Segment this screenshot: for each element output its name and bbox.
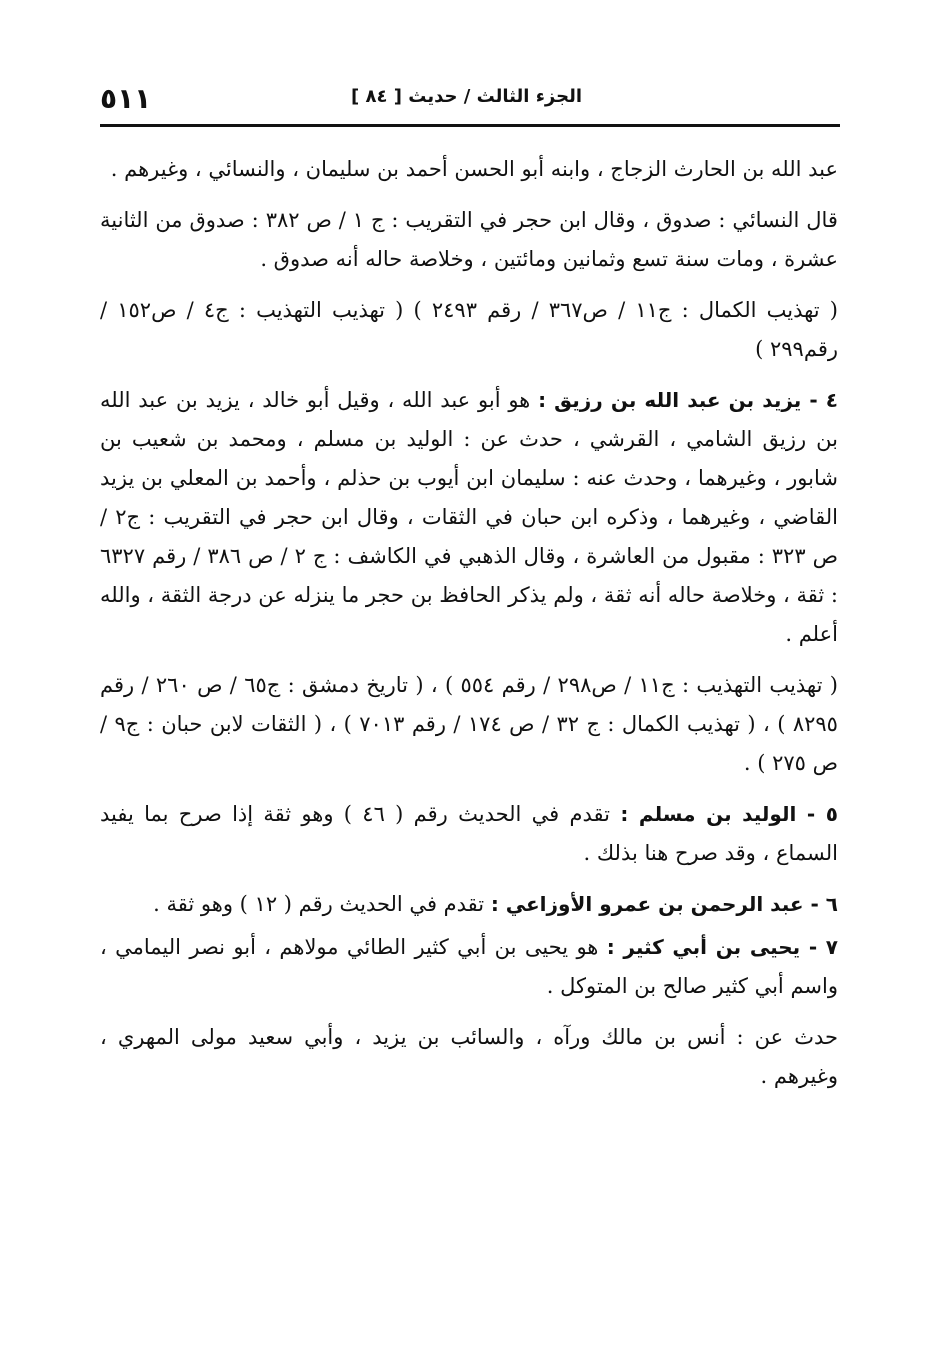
paragraph xyxy=(100,201,838,279)
narrator-entry xyxy=(100,885,838,924)
narrator-name: ٥ - الوليد بن مسلم : xyxy=(620,802,839,826)
paragraph xyxy=(100,666,838,783)
paragraph-text: قال النسائي : صدوق ، وقال ابن حجر في التقريب : ج ١ / ص ٣٨٢ : صدوق من الثانية عشرة ، ومات سنة تسع وثمانين ومائتين ، وخلاصة حاله أنه صدوق . xyxy=(100,208,838,271)
running-title: الجزء الثالث / حديث [ ٨٤ ] xyxy=(351,86,582,107)
paragraph xyxy=(100,150,838,189)
paragraph-text: تقدم في الحديث رقم ( ٤٦ ) وهو ثقة إذا صرح بما يفيد السماع ، وقد صرح هنا بذلك . xyxy=(100,802,838,865)
narrator-entry xyxy=(100,795,838,873)
paragraph-text: عبد الله بن الحارث الزجاج ، وابنه أبو الحسن أحمد بن سليمان ، والنسائي ، وغيرهم . xyxy=(110,157,838,181)
narrator-name: ٤ - يزيد بن عبد الله بن رزيق : xyxy=(538,388,838,412)
paragraph-text: تقدم في الحديث رقم ( ١٢ ) وهو ثقة . xyxy=(153,892,491,916)
narrator-name: ٧ - يحيى بن أبي كثير : xyxy=(606,935,838,959)
paragraph-text: ( تهذيب التهذيب : ج١١ / ص٢٩٨ / رقم ٥٥٤ ) ، ( تاريخ دمشق : ج٦٥ / ص ٢٦٠ / رقم ٨٢٩٥ ) ، ( تهذيب الكمال : ج ٣٢ / ص ١٧٤ / رقم ٧٠١٣ ) ، ( الثقات لابن حبان : ج٩ / ص ٢٧٥ ) . xyxy=(100,673,838,775)
paragraph-text: حدث عن : أنس بن مالك ورآه ، والسائب بن يزيد ، وأبي سعيد مولى المهري ، وغيرهم . xyxy=(100,1025,838,1088)
paragraph-text: هو يحيى بن أبي كثير الطائي مولاهم ، أبو نصر اليمامي ، واسم أبي كثير صالح بن المتوكل . xyxy=(100,935,838,998)
header-rule xyxy=(100,124,840,127)
paragraph xyxy=(100,291,838,369)
narrator-entry xyxy=(100,381,838,654)
page-header xyxy=(100,84,840,122)
page-number: ٥١١ xyxy=(100,82,152,115)
narrator-name: ٦ - عبد الرحمن بن عمرو الأوزاعي : xyxy=(490,892,838,916)
paragraph xyxy=(100,1018,838,1096)
paragraph-text: ( تهذيب الكمال : ج١١ / ص٣٦٧ / رقم ٢٤٩٣ ) ( تهذيب التهذيب : ج٤ / ص١٥٢ / رقم٢٩٩ ) xyxy=(100,298,838,361)
paragraph-text: هو أبو عبد الله ، وقيل أبو خالد ، يزيد بن عبد الله بن رزيق الشامي ، القرشي ، حدث عن : الوليد بن مسلم ، ومحمد بن شعيب بن شابور ، وغيرهما ، وحدث عنه : سليمان ابن أيوب بن حذلم ، وأحمد بن المعلي بن يزيد القاضي ، وغيرهما ، وذكره ابن حبان في الثقات ، وقال ابن حجر في التقريب : ج٢ / ص ٣٢٣ : مقبول من العاشرة ، وقال الذهبي في الكاشف : ج ٢ / ص ٣٨٦ / رقم ٦٣٢٧ : ثقة ، وخلاصة حاله أنه ثقة ، ولم يذكر الحافظ بن حجر ما ينزله عن درجة الثقة ، والله أعلم . xyxy=(100,388,838,646)
narrator-entry xyxy=(100,928,838,1006)
page-body xyxy=(100,150,838,1108)
